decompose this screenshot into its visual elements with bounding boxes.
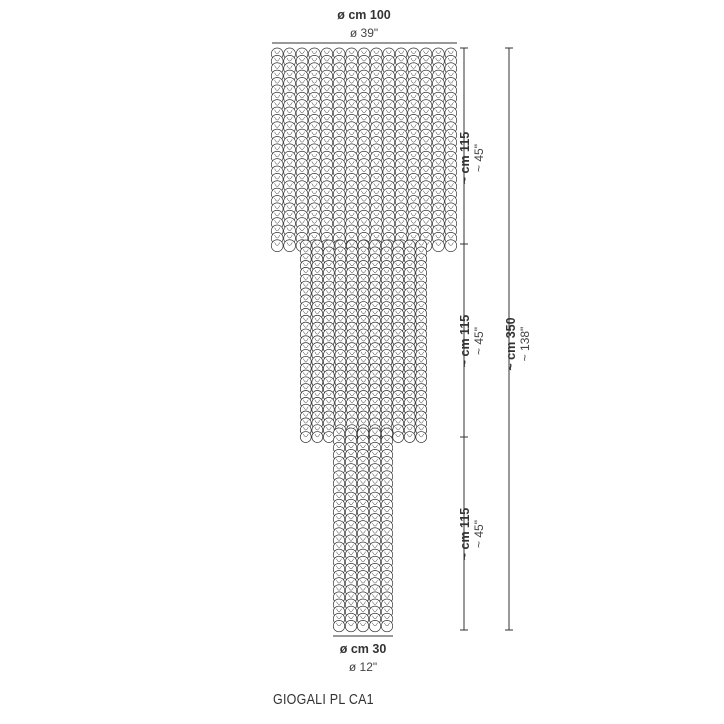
tier-top	[271, 48, 456, 252]
top-diameter-imperial: ø 39"	[349, 26, 379, 40]
glass-link-tiers	[271, 48, 456, 632]
section-3-height-metric: ~ cm 115	[458, 507, 472, 561]
top-diameter-metric: ø cm 100	[337, 8, 391, 22]
model-name: GIOGALI PL CA1	[273, 692, 374, 708]
section-3-height-imperial: ~ 45"	[472, 520, 486, 548]
section-2-height-imperial: ~ 45"	[472, 327, 486, 355]
tier-bottom	[333, 428, 392, 632]
section-1-height-imperial: ~ 45"	[472, 144, 486, 172]
bottom-diameter-imperial: ø 12"	[348, 660, 378, 674]
total-height-metric: ~ cm 350	[504, 317, 518, 371]
tier-middle	[300, 240, 426, 442]
section-1-height-metric: ~ cm 115	[458, 131, 472, 185]
bottom-diameter-metric: ø cm 30	[339, 642, 387, 656]
section-3-height	[458, 494, 502, 574]
section-2-height	[458, 301, 502, 381]
total-height	[504, 304, 548, 384]
section-1-height	[458, 118, 502, 198]
section-2-height-metric: ~ cm 115	[458, 314, 472, 368]
total-height-imperial: ~ 138"	[518, 326, 532, 362]
